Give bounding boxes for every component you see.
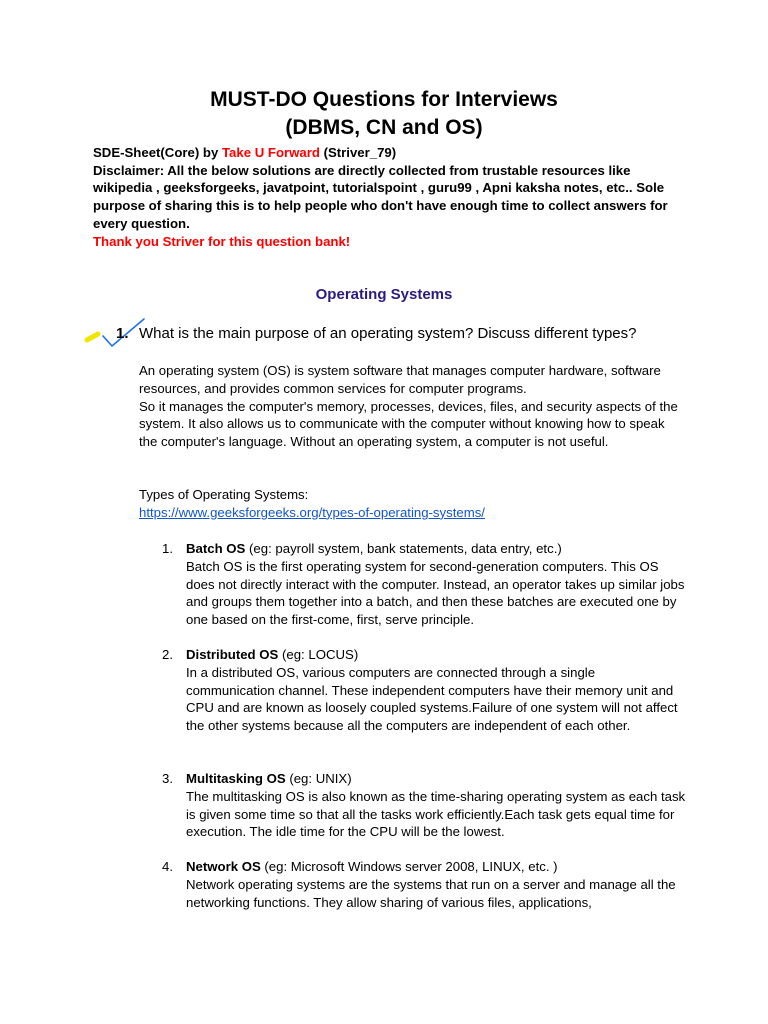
types-label: Types of Operating Systems: xyxy=(139,487,309,502)
list-item-network-os xyxy=(186,858,686,911)
list-item-number: 4. xyxy=(162,859,173,874)
answer-paragraph xyxy=(139,362,679,451)
type-description: The multitasking OS is also known as the time-sharing operating system as each task is given some time so that all the tasks work efficiently.Each task gets equal time for execution. The idle time for the CPU will be the lowest. xyxy=(186,788,686,840)
type-description: In a distributed OS, various computers are connected through a single communication channel. These independent computers have their memory unit and CPU and are known as loosely coupled systems.Failure of one system will not affect the other systems because all the computers are independent of each other. xyxy=(186,664,678,734)
question-text: What is the main purpose of an operating system? Discuss different types? xyxy=(139,325,637,342)
title-line-2: (DBMS, CN and OS) xyxy=(285,116,483,139)
question-number: 1. xyxy=(116,325,129,342)
thanks-text: Thank you Striver for this question bank! xyxy=(93,233,351,249)
type-description: Batch OS is the first operating system for second-generation computers. This OS does not directly interact with the computer. Instead, an operator takes up similar jobs and groups them together into a batch, and then these batches are executed one by one based on the first-come, first, serve principle. xyxy=(186,558,685,628)
title-line-1: MUST-DO Questions for Interviews xyxy=(210,88,558,111)
type-name: Network OS xyxy=(186,859,261,874)
list-item-distributed-os xyxy=(186,646,686,735)
types-link[interactable]: https://www.geeksforgeeks.org/types-of-operating-systems/ xyxy=(139,504,485,520)
document-title xyxy=(0,86,768,142)
sheet-credit xyxy=(93,144,693,162)
author-handle: (Striver_79) xyxy=(319,145,397,160)
type-example: (eg: LOCUS) xyxy=(278,647,359,662)
answer-para-2: So it manages the computer's memory, processes, devices, files, and security aspects of the system. It also allows us to communicate with the computer without knowing how to speak the computer's language. Without an operating system, a computer is not useful. xyxy=(139,398,678,450)
type-example: (eg: UNIX) xyxy=(285,771,352,786)
answer-para-1: An operating system (OS) is system software that manages computer hardware, software resources, and provides common services for computer programs. xyxy=(139,363,661,396)
type-name: Multitasking OS xyxy=(186,771,286,786)
author-name: Take U Forward xyxy=(221,145,320,160)
list-item-number: 1. xyxy=(162,541,173,556)
type-name: Distributed OS xyxy=(186,647,279,662)
list-item-number: 2. xyxy=(162,647,173,662)
list-item-batch-os xyxy=(186,540,686,629)
type-example: (eg: payroll system, bank statements, data entry, etc.) xyxy=(245,541,562,556)
section-heading: Operating Systems xyxy=(315,286,453,303)
sheet-prefix: SDE-Sheet(Core) by xyxy=(93,145,222,160)
disclaimer-text: Disclaimer: All the below solutions are directly collected from trustable resources like wikipedia , geeksforgeeks, javatpoint, tutorialspoint , guru99 , Apni kaksha notes, etc.. Sole purpose of sharing this is to help people who don't have enough time to collect answers for every question. xyxy=(93,162,668,231)
type-description: Network operating systems are the systems that run on a server and manage all the networking functions. They allow sharing of various files, applications, xyxy=(186,876,676,910)
list-item-number: 3. xyxy=(162,771,173,786)
list-item-multitasking-os xyxy=(186,770,686,841)
types-intro xyxy=(139,486,679,522)
type-example: (eg: Microsoft Windows server 2008, LINUX, etc. ) xyxy=(260,859,558,874)
type-name: Batch OS xyxy=(186,541,246,556)
intro-block xyxy=(93,144,693,250)
